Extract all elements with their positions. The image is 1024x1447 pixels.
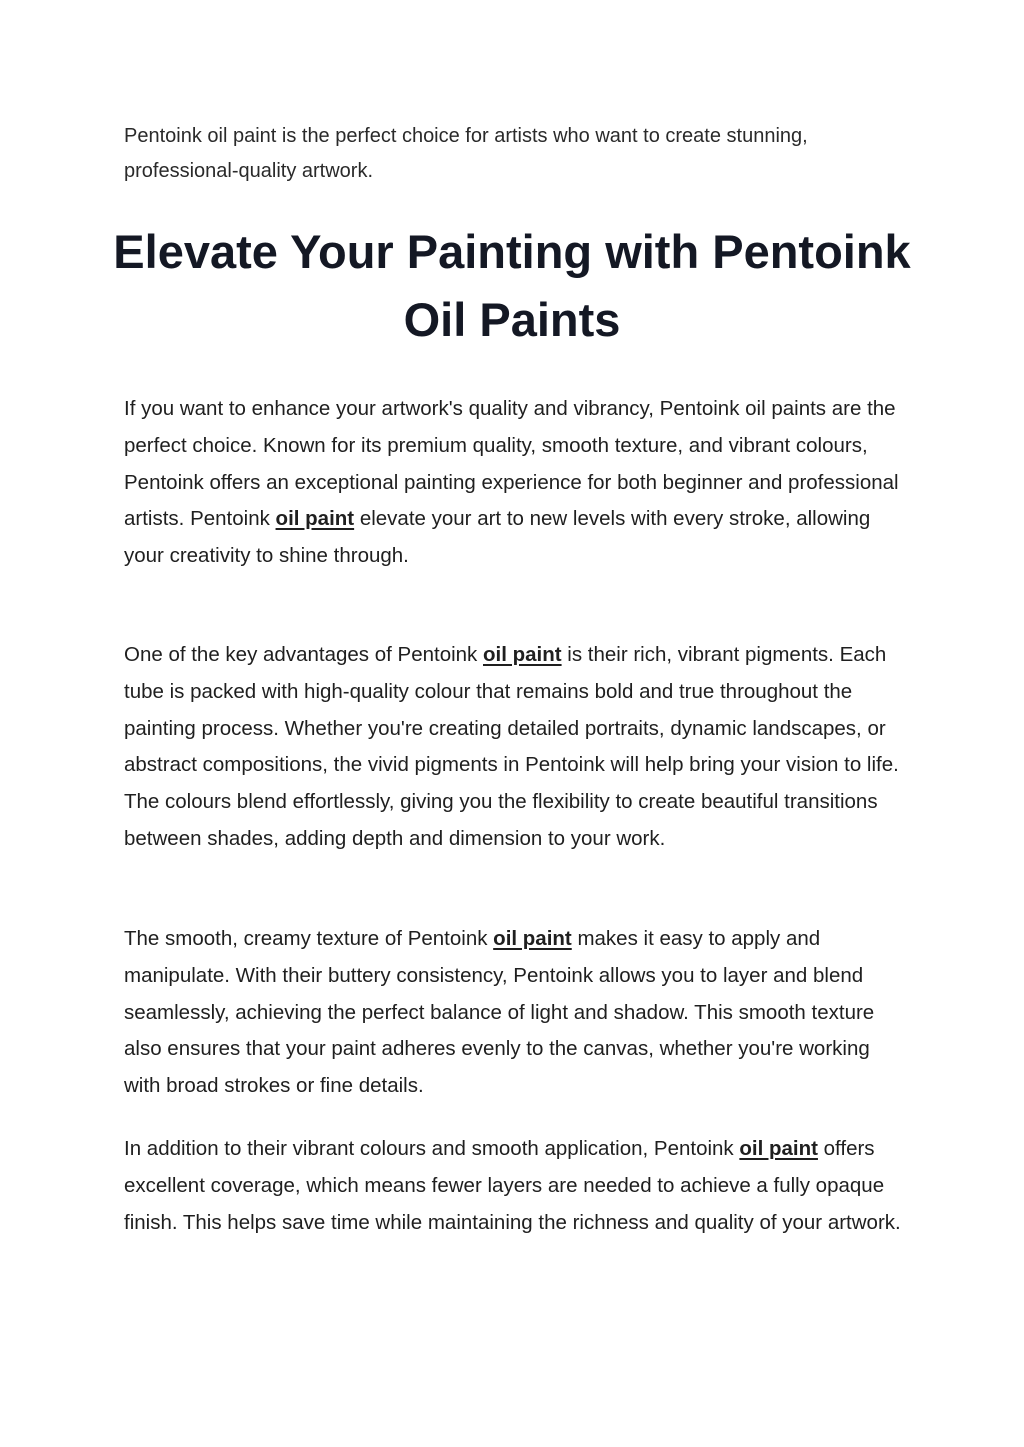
paragraph-2-text-before: One of the key advantages of Pentoink: [124, 643, 483, 666]
page-title: Elevate Your Painting with Pentoink Oil Paints: [113, 225, 911, 346]
paragraph-3-text-after: makes it easy to apply and manipulate. With their buttery consistency, Pentoink allows you to layer and blend seamlessly, achieving the perfect balance of light and shadow. This smooth texture also ensures that your paint adheres evenly to the canvas, whether you're working with broad strokes or fine details.: [124, 927, 875, 1098]
paragraph-3: [124, 921, 904, 1105]
paragraph-1: [124, 391, 904, 575]
paragraph-1-text-before: If you want to enhance your artwork's quality and vibrancy, Pentoink oil paints are the perfect choice. Known for its premium quality, smooth texture, and vibrant colours, Pentoink offers an exceptional painting experience for both beginner and professional artists. Pentoink: [124, 397, 899, 531]
paragraph-4-text-after: offers excellent coverage, which means fewer layers are needed to achieve a fully opaque finish. This helps save time while maintaining the richness and quality of your artwork.: [124, 1137, 901, 1234]
paragraph-2-text-after: is their rich, vibrant pigments. Each tube is packed with high-quality colour that remains bold and true throughout the painting process. Whether you're creating detailed portraits, dynamic landscapes, or abstract compositions, the vivid pigments in Pentoink will help bring your vision to life. The colours blend effortlessly, giving you the flexibility to create beautiful transitions between shades, adding depth and dimension to your work.: [124, 643, 899, 850]
paragraph-4: [124, 1131, 904, 1241]
paragraph-1-text-after: elevate your art to new levels with every stroke, allowing your creativity to shine through.: [124, 507, 871, 568]
oil-paint-link[interactable]: oil paint: [739, 1137, 818, 1160]
paragraph-2: [124, 637, 904, 858]
paragraph-4-text-before: In addition to their vibrant colours and smooth application, Pentoink: [124, 1137, 740, 1160]
oil-paint-link[interactable]: oil paint: [483, 643, 562, 666]
oil-paint-link[interactable]: oil paint: [275, 507, 355, 531]
intro-text: Pentoink oil paint is the perfect choice for artists who want to create stunning, professional-quality artwork.: [124, 125, 808, 182]
paragraph-3-text-before: The smooth, creamy texture of Pentoink: [124, 927, 494, 950]
oil-paint-link[interactable]: oil paint: [493, 927, 572, 950]
